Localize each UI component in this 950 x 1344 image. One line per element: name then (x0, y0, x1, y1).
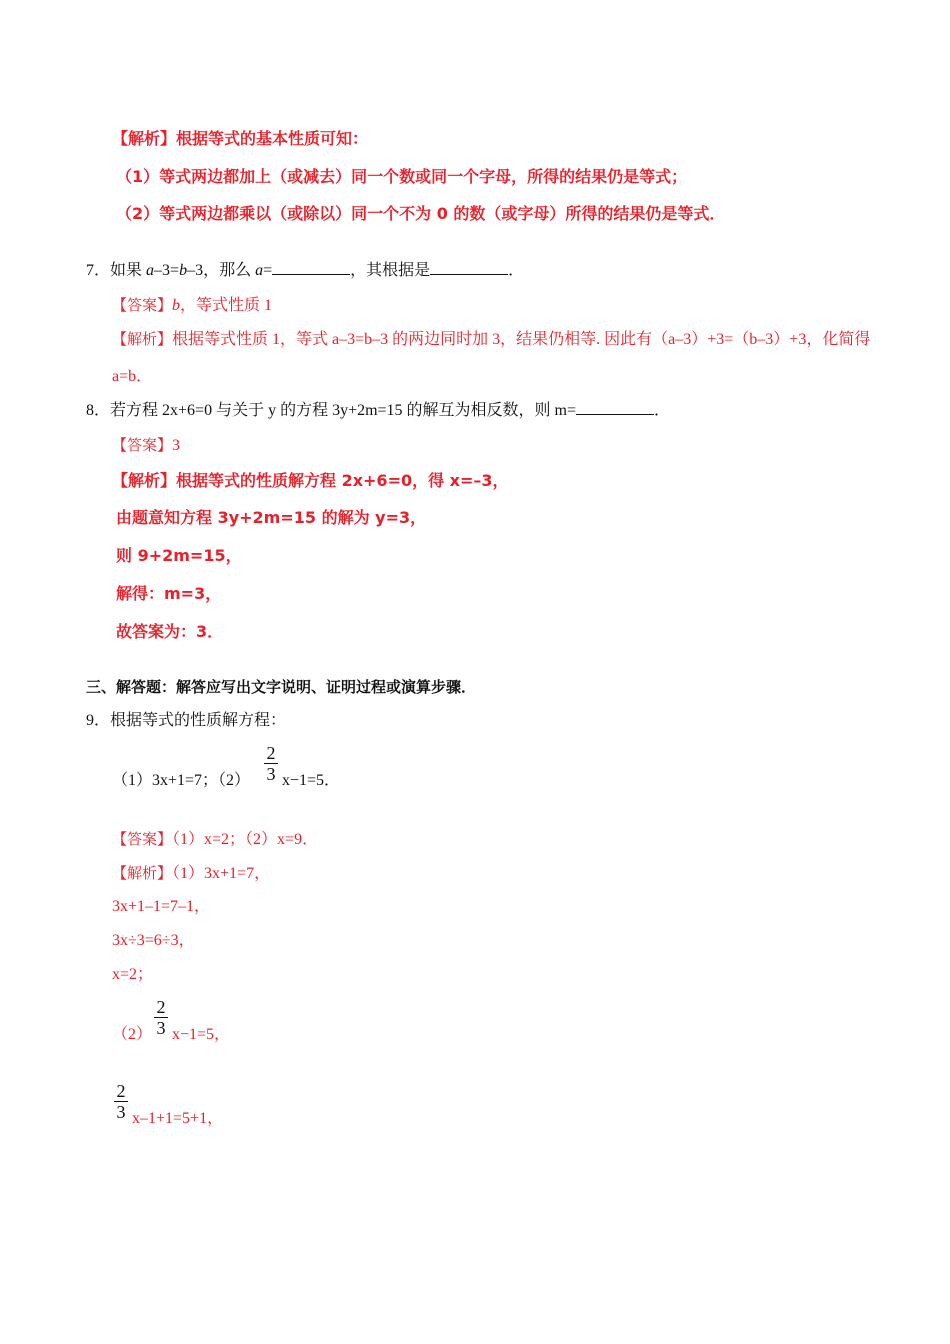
var-a: a (255, 262, 264, 279)
fraction-numerator: 2 (116, 1081, 126, 1101)
question-number: 7． (86, 262, 111, 279)
answer-value: （1）x=2；（2）x=9． (172, 831, 319, 848)
analysis-9-line-2: 3x+1–1=7–1， (112, 898, 211, 915)
analysis-9 (112, 862, 270, 885)
question-text: –3，那么 (187, 262, 256, 279)
analysis-text: （1）3x+1=7， (172, 865, 271, 882)
fraction-denominator: 3 (116, 1102, 126, 1122)
analysis-9-part-2-label: （2） (112, 1026, 153, 1043)
analysis-8-line-3: 则 9+2m=15， (116, 546, 242, 565)
analysis-7 (112, 328, 870, 351)
fraction-denominator: 3 (156, 1018, 166, 1038)
question-8 (86, 400, 670, 422)
question-text: 如果 (110, 262, 147, 279)
answer-tag: 【答案】 (112, 830, 173, 848)
answer-tag: 【答案】 (112, 436, 173, 454)
question-9 (86, 710, 286, 732)
answer-value: ，等式性质 1 (180, 297, 273, 314)
answer-blank[interactable] (576, 400, 654, 415)
analysis-9-line-3: 3x÷3=6÷3， (112, 932, 195, 949)
var-a: a (146, 262, 155, 279)
analysis-8-line-2: 由题意知方程 3y+2m=15 的解为 y=3， (116, 508, 427, 527)
analysis-6-point-2: （2）等式两边都乘以（或除以）同一个不为 0 的数（或字母）所得的结果仍是等式． (116, 204, 726, 223)
question-9-part-1: （1）3x+1=7；（2） (112, 772, 251, 789)
fraction-numerator: 2 (266, 743, 276, 763)
section-3-title: 三、解答题：解答应写出文字说明、证明过程或演算步骤． (86, 678, 477, 696)
question-text: ． (654, 402, 671, 419)
fraction-numerator: 2 (156, 997, 166, 1017)
answer-8 (112, 434, 180, 457)
analysis-8-line-4: 解得：m=3， (116, 584, 222, 603)
answer-value: b (172, 297, 181, 314)
question-text: = (263, 262, 273, 279)
analysis-tag: 【解析】 (112, 864, 173, 882)
question-number: 9． (86, 712, 111, 729)
question-text: –3= (154, 262, 180, 279)
analysis-8-line-5: 故答案为：3． (116, 622, 224, 641)
answer-blank[interactable] (430, 260, 508, 275)
analysis-7-end: a=b． (112, 368, 153, 385)
var-b: b (179, 262, 188, 279)
question-text: 根据等式的性质解方程： (110, 712, 287, 729)
answer-7 (112, 294, 272, 317)
fraction-two-thirds (264, 744, 278, 783)
analysis-text: 根据等式性质 1，等式 a–3=b–3 的两边同时加 3，结果仍相等. 因此有（a–3）+3=（b–3）+3，化简得 (172, 331, 871, 348)
analysis-6-head: 【解析】根据等式的基本性质可知： (112, 129, 369, 148)
answer-value: 3 (172, 437, 181, 454)
question-number: 8． (86, 402, 111, 419)
analysis-9-line-4: x=2； (112, 966, 154, 983)
answer-9 (112, 828, 318, 851)
question-7 (86, 260, 524, 282)
analysis-6-point-1: （1）等式两边都加上（或减去）同一个数或同一个字母，所得的结果仍是等式； (116, 167, 688, 186)
fraction-denominator: 3 (266, 764, 276, 784)
analysis-8-line-1: 【解析】根据等式的性质解方程 2x+6=0，得 x=–3， (112, 471, 509, 490)
answer-tag: 【答案】 (112, 296, 173, 314)
fraction-two-thirds (114, 1082, 128, 1121)
question-9-part-2: x−1=5． (282, 772, 341, 789)
question-text: ，其根据是 (350, 262, 431, 279)
answer-blank[interactable] (272, 260, 350, 275)
analysis-9-line-5: x−1=5， (172, 1026, 231, 1043)
fraction-two-thirds (154, 998, 168, 1037)
question-text: 若方程 2x+6=0 与关于 y 的方程 3y+2m=15 的解互为相反数，则 m= (110, 402, 577, 419)
analysis-tag: 【解析】 (112, 330, 173, 348)
question-text: ． (508, 262, 525, 279)
analysis-9-line-6: x–1+1=5+1， (132, 1110, 224, 1127)
